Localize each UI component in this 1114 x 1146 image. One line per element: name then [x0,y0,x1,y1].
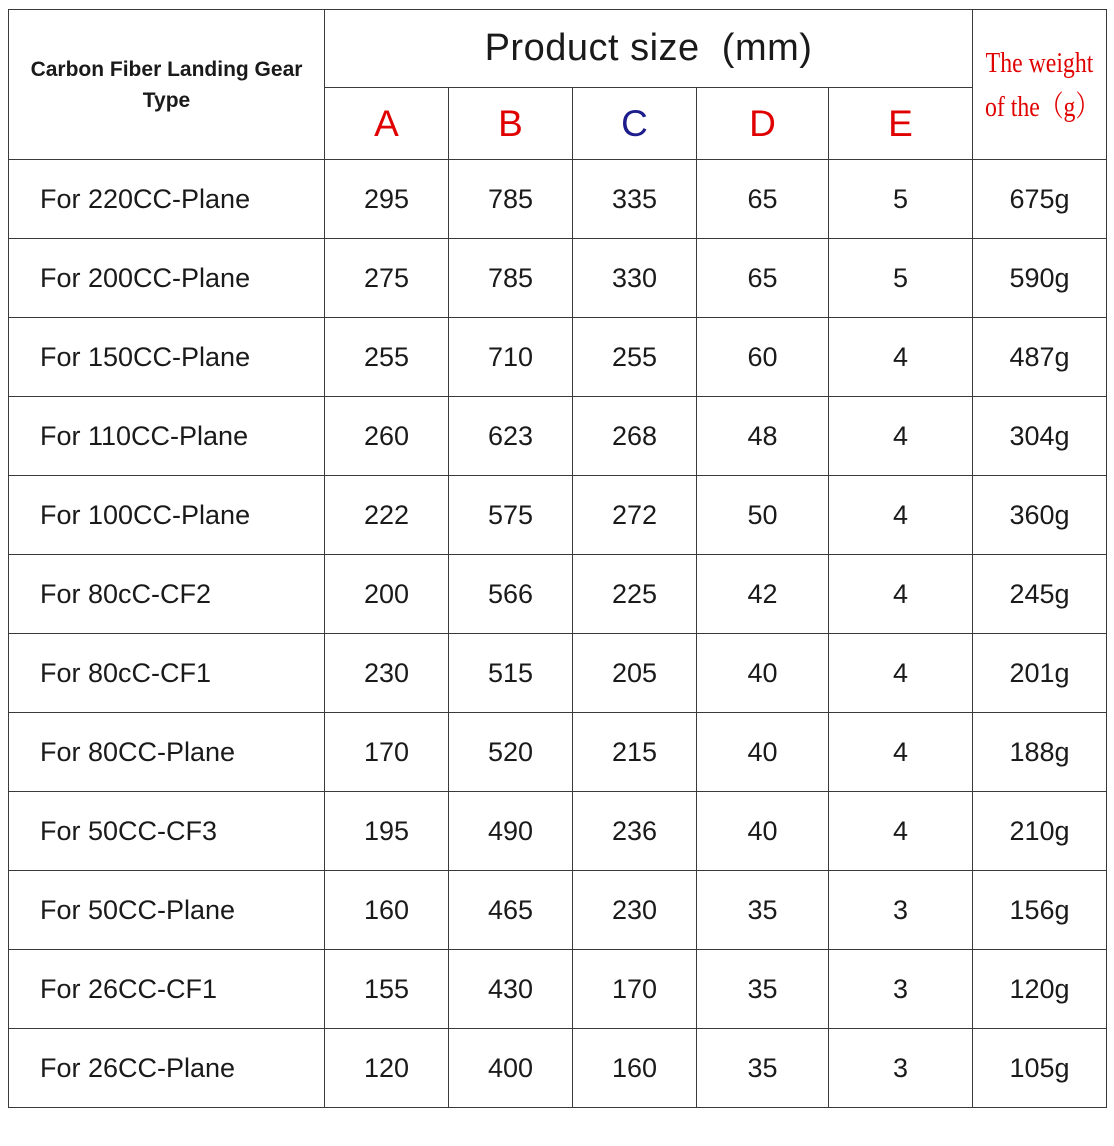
value-d-cell: 42 [697,555,829,634]
table-row [9,792,1107,871]
column-header-b: B [449,88,573,160]
value-b-cell: 465 [449,871,573,950]
table-row [9,713,1107,792]
weight-cell: 360g [973,476,1107,555]
value-e-cell: 4 [829,713,973,792]
value-e-cell: 4 [829,318,973,397]
row-type-cell: For 26CC-Plane [9,1029,325,1108]
row-type-cell: For 50CC-CF3 [9,792,325,871]
weight-cell: 675g [973,160,1107,239]
value-c-cell: 170 [573,950,697,1029]
value-d-cell: 60 [697,318,829,397]
value-d-cell: 40 [697,713,829,792]
value-b-cell: 785 [449,239,573,318]
row-type-cell: For 200CC-Plane [9,239,325,318]
value-b-cell: 400 [449,1029,573,1108]
value-c-cell: 255 [573,318,697,397]
value-e-cell: 4 [829,476,973,555]
weight-cell: 120g [973,950,1107,1029]
column-header-d: D [697,88,829,160]
landing-gear-spec-table [8,9,1107,1108]
value-c-cell: 272 [573,476,697,555]
row-type-cell: For 220CC-Plane [9,160,325,239]
header-row-1 [9,10,1107,88]
weight-header-line2: of the（g） [984,90,1100,123]
row-type-cell: For 80cC-CF2 [9,555,325,634]
value-e-cell: 3 [829,871,973,950]
value-e-cell: 5 [829,239,973,318]
value-a-cell: 275 [325,239,449,318]
column-header-a: A [325,88,449,160]
weight-cell: 210g [973,792,1107,871]
value-e-cell: 5 [829,160,973,239]
value-c-cell: 236 [573,792,697,871]
value-d-cell: 35 [697,950,829,1029]
table-row [9,555,1107,634]
value-a-cell: 155 [325,950,449,1029]
value-d-cell: 65 [697,160,829,239]
value-b-cell: 575 [449,476,573,555]
value-e-cell: 4 [829,634,973,713]
value-c-cell: 205 [573,634,697,713]
value-c-cell: 335 [573,160,697,239]
weight-cell: 201g [973,634,1107,713]
table-row [9,634,1107,713]
value-e-cell: 4 [829,555,973,634]
value-b-cell: 785 [449,160,573,239]
type-column-header [9,10,325,160]
type-header-line1: Carbon Fiber Landing Gear [30,57,303,81]
value-b-cell: 515 [449,634,573,713]
weight-cell: 590g [973,239,1107,318]
value-a-cell: 230 [325,634,449,713]
value-c-cell: 160 [573,1029,697,1108]
value-a-cell: 200 [325,555,449,634]
table-row [9,318,1107,397]
value-d-cell: 65 [697,239,829,318]
table-row [9,397,1107,476]
table-row [9,239,1107,318]
value-b-cell: 566 [449,555,573,634]
row-type-cell: For 50CC-Plane [9,871,325,950]
row-type-cell: For 150CC-Plane [9,318,325,397]
value-d-cell: 35 [697,871,829,950]
weight-cell: 188g [973,713,1107,792]
value-b-cell: 490 [449,792,573,871]
product-size-header: Product size (mm) [325,10,973,88]
row-type-cell: For 100CC-Plane [9,476,325,555]
value-e-cell: 3 [829,950,973,1029]
value-b-cell: 623 [449,397,573,476]
value-d-cell: 40 [697,792,829,871]
column-header-c: C [573,88,697,160]
column-header-e: E [829,88,973,160]
value-b-cell: 710 [449,318,573,397]
value-c-cell: 268 [573,397,697,476]
weight-cell: 304g [973,397,1107,476]
value-a-cell: 295 [325,160,449,239]
value-c-cell: 230 [573,871,697,950]
value-e-cell: 4 [829,792,973,871]
row-type-cell: For 110CC-Plane [9,397,325,476]
weight-cell: 156g [973,871,1107,950]
table-row [9,1029,1107,1108]
value-d-cell: 50 [697,476,829,555]
value-a-cell: 195 [325,792,449,871]
weight-cell: 105g [973,1029,1107,1108]
table-row [9,476,1107,555]
table-row [9,950,1107,1029]
type-header-line2: Type [142,88,191,112]
value-a-cell: 255 [325,318,449,397]
value-c-cell: 330 [573,239,697,318]
value-d-cell: 40 [697,634,829,713]
value-d-cell: 35 [697,1029,829,1108]
value-a-cell: 260 [325,397,449,476]
value-c-cell: 215 [573,713,697,792]
value-a-cell: 170 [325,713,449,792]
value-e-cell: 3 [829,1029,973,1108]
row-type-cell: For 80cC-CF1 [9,634,325,713]
weight-column-header [973,10,1107,160]
weight-header-line1: The weight [985,46,1094,79]
value-a-cell: 222 [325,476,449,555]
row-type-cell: For 80CC-Plane [9,713,325,792]
table-row [9,160,1107,239]
value-b-cell: 520 [449,713,573,792]
value-e-cell: 4 [829,397,973,476]
value-a-cell: 120 [325,1029,449,1108]
value-a-cell: 160 [325,871,449,950]
row-type-cell: For 26CC-CF1 [9,950,325,1029]
value-c-cell: 225 [573,555,697,634]
weight-cell: 487g [973,318,1107,397]
table-row [9,871,1107,950]
weight-cell: 245g [973,555,1107,634]
value-b-cell: 430 [449,950,573,1029]
value-d-cell: 48 [697,397,829,476]
